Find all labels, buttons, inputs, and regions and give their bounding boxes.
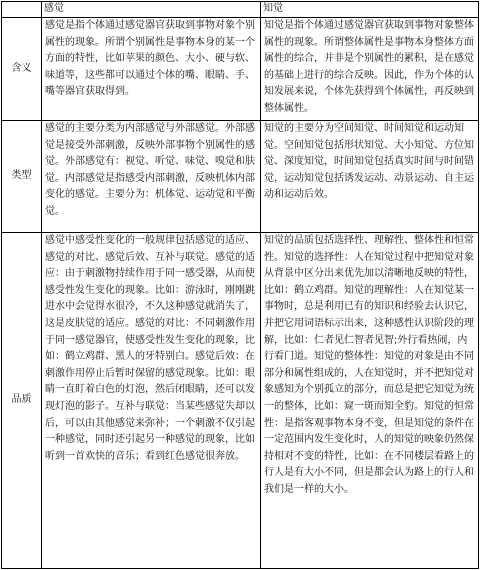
- row-label-types: 类型: [2, 121, 42, 233]
- table-row: [2, 121, 479, 233]
- row-label-qualities: 品质: [2, 233, 42, 569]
- perception-definition-cell: 知觉是指个体通过感觉器官获取到事物对象整体属性的现象。所谓整体属性是事物本身整体方面属性的综合，并非是个别属性的累积，是在感觉的基础上进行的综合反映。因此，作为个体的认知发展来说，个体先获得到个体属性，再反映到整体属性。: [261, 18, 479, 121]
- sensation-qualities-cell: 感觉中感受性变化的一般规律包括感觉的适应、感觉的对比、感觉后效、互补与联觉。感觉的适应：由于刺激物持续作用于同一感受器，从而使感受性发生变化的现象。比如：游泳时，刚刚跳进水中会觉得水很冷，不久这种感觉就消失了，这是皮肤觉的适应。感觉的对比：不同刺激作用于同一感觉器官，使感受性发生变化的现象，比如：鹤立鸡群、黑人的牙特别白。感觉后效：在刺激作用停止后暂时保留的感觉现象。比如：眼睛一直盯着白色的灯泡，然后闭眼睛，还可以发现灯泡的影子。互补与联觉：当某些感觉失却以后，可以由其他感觉来弥补；一个刺激不仅引起一种感觉，同时还引起另一种感觉的现象，比如听到一首欢快的音乐；看到红色感觉很奔放。: [42, 233, 261, 569]
- header-cell-sensation: 感觉: [42, 2, 261, 18]
- perception-types-cell: 知觉的主要分为空间知觉、时间知觉和运动知觉。空间知觉包括形状知觉、大小知觉、方位知觉、深度知觉，时间知觉包括真实时间与时间错觉，运动知觉包括诱发运动、动景运动、自主运动和运动后效。: [261, 121, 479, 233]
- sensation-definition-cell: 感觉是指个体通过感觉器官获取到事物对象个别属性的现象。所谓个别属性是事物本身的某一个方面的特性，比如苹果的颜色、大小、硬与软、味道等，这些都可以通过个体的嘴、眼睛、手、嘴等器官获取得到。: [42, 18, 261, 121]
- header-cell-empty: [2, 2, 42, 18]
- comparison-table: [1, 1, 479, 569]
- sensation-types-cell: 感觉的主要分类为内部感觉与外部感觉。外部感觉是接受外部刺激，反映外部事物个别属性的感觉。外部感觉有：视觉、听觉、味觉、嗅觉和肤觉。内部感觉是指感受内部刺激，反映机体内部变化的感觉。主要分为：机体觉、运动觉和平衡觉。: [42, 121, 261, 233]
- row-label-definition: 含义: [2, 18, 42, 121]
- header-cell-perception: 知觉: [261, 2, 479, 18]
- table-row: [2, 18, 479, 121]
- header-row: [2, 2, 479, 18]
- table-row: [2, 233, 479, 569]
- perception-qualities-cell: 知觉的品质包括选择性、理解性、整体性和恒常性。知觉的选择性：人在知觉过程中把知觉对象从背景中区分出来优先加以清晰地反映的特性，比如：鹤立鸡群。知觉的理解性：人在知觉某一事物时，总是利用已有的知识和经验去认识它，并把它用词语标示出来，这种感性认识阶段的理解，比如：仁者见仁智者见智;外行看热闹，内行看门道。知觉的整体性：知觉的对象是由不同部分和属性组成的，人在知觉时，并不把知觉对象感知为个别孤立的部分，而总是把它知觉为统一的整体，比如：窥一斑而知全豹。知觉的恒常性：是指客观事物本身不变，但是知觉的条件在一定范围内发生变化时，人的知觉的映象仍然保持相对不变的特性，比如：在不同楼层看路上的行人是有大小不同，但是都会认为路上的行人和我们是一样的大小。: [261, 233, 479, 569]
